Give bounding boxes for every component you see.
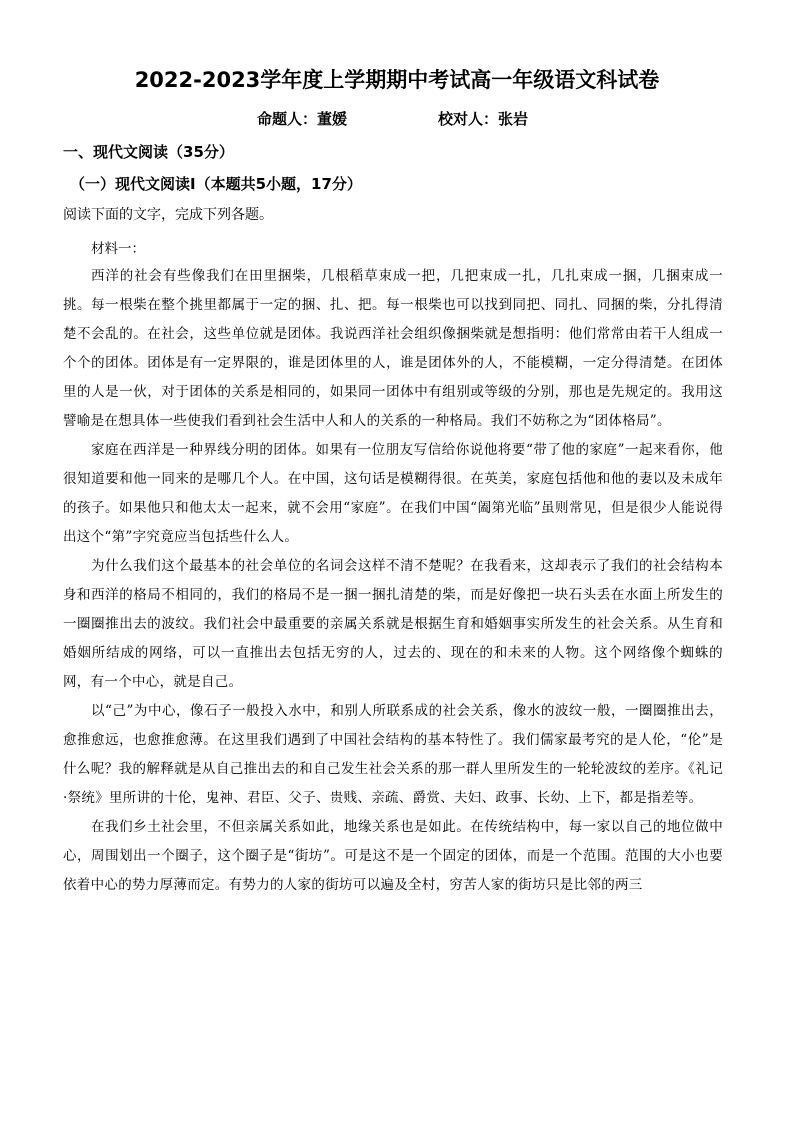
- passage-paragraph: 在我们乡土社会里，不但亲属关系如此，地缘关系也是如此。在传统结构中，每一家以自己的地位做中心，周围划出一个圈子，这个圈子是“街坊”。可是这不是一个固定的团体，而是一个范围。范围的大小也要依着中心的势力厚薄而定。有势力的人家的街坊可以遍及全村，穷苦人家的街坊只是比邻的两三: [63, 819, 723, 893]
- author-credit: 命题人：董媛: [257, 110, 348, 128]
- section-heading: 一、现代文阅读（35分）: [63, 143, 234, 161]
- passage-paragraph: 家庭在西洋是一种界线分明的团体。如果有一位朋友写信给你说他将要“带了他的家庭”一起来看你，他很知道要和他一同来的是哪几个人。在中国，这句话是模糊得很。在英美，家庭包括他和他的妻以及未成年的孩子。如果他只和他太太一起来，就不会用“家庭”。在我们中国“阖第光临”虽则常见，但是很少人能说得出这个“第”字究竟应当包括些什么人。: [63, 442, 723, 545]
- material-label: 材料一：: [91, 241, 145, 257]
- exam-title: 2022-2023学年度上学期期中考试高一年级语文科试卷: [134, 68, 660, 92]
- passage-paragraph: 以“己”为中心，像石子一般投入水中，和别人所联系成的社会关系，像水的波纹一般，一圈圈推出去，愈推愈远，也愈推愈薄。在这里我们遇到了中国社会结构的基本特性了。我们儒家最考究的是人伦，“伦”是什么呢？我的解释就是从自己推出去的和自己发生社会关系的那一群人里所发生的一轮轮波纹的差序。《礼记·祭统》里所讲的十伦，鬼神、君臣、父子、贵贱、亲疏、爵赏、夫妇、政事、长幼、上下，都是指差等。: [63, 703, 723, 806]
- subsection-heading: （一）现代文阅读Ⅰ（本题共5小题，17分）: [70, 175, 362, 193]
- passage-body: [63, 262, 723, 900]
- reading-instruction: 阅读下面的文字，完成下列各题。: [63, 207, 273, 223]
- checker-credit: 校对人：张岩: [438, 110, 529, 128]
- passage-paragraph: 西洋的社会有些像我们在田里捆柴，几根稻草束成一把，几把束成一扎，几扎束成一捆，几捆束成一挑。每一根柴在整个挑里都属于一定的捆、扎、把。每一根柴也可以找到同把、同扎、同捆的柴，分扎得清楚不会乱的。在社会，这些单位就是团体。我说西洋社会组织像捆柴就是想指明：他们常常由若干人组成一个个的团体。团体是有一定界限的，谁是团体里的人，谁是团体外的人，不能模糊，一定分得清楚。在团体里的人是一伙，对于团体的关系是相同的，如果同一团体中有组别或等级的分别，那也是先规定的。我用这譬喻是在想具体一些使我们看到社会生活中人和人的关系的一种格局。我们不妨称之为“团体格局”。: [63, 268, 723, 429]
- passage-paragraph: 为什么我们这个最基本的社会单位的名词会这样不清不楚呢？在我看来，这却表示了我们的社会结构本身和西洋的格局不相同的，我们的格局不是一捆一捆扎清楚的柴，而是好像把一块石头丢在水面上所发生的一圈圈推出去的波纹。我们社会中最重要的亲属关系就是根据生育和婚姻事实所发生的社会关系。从生育和婚姻所结成的网络，可以一直推出去包括无穷的人，过去的、现在的和未来的人物。这个网络像个蜘蛛的网，有一个中心，就是自己。: [63, 558, 723, 690]
